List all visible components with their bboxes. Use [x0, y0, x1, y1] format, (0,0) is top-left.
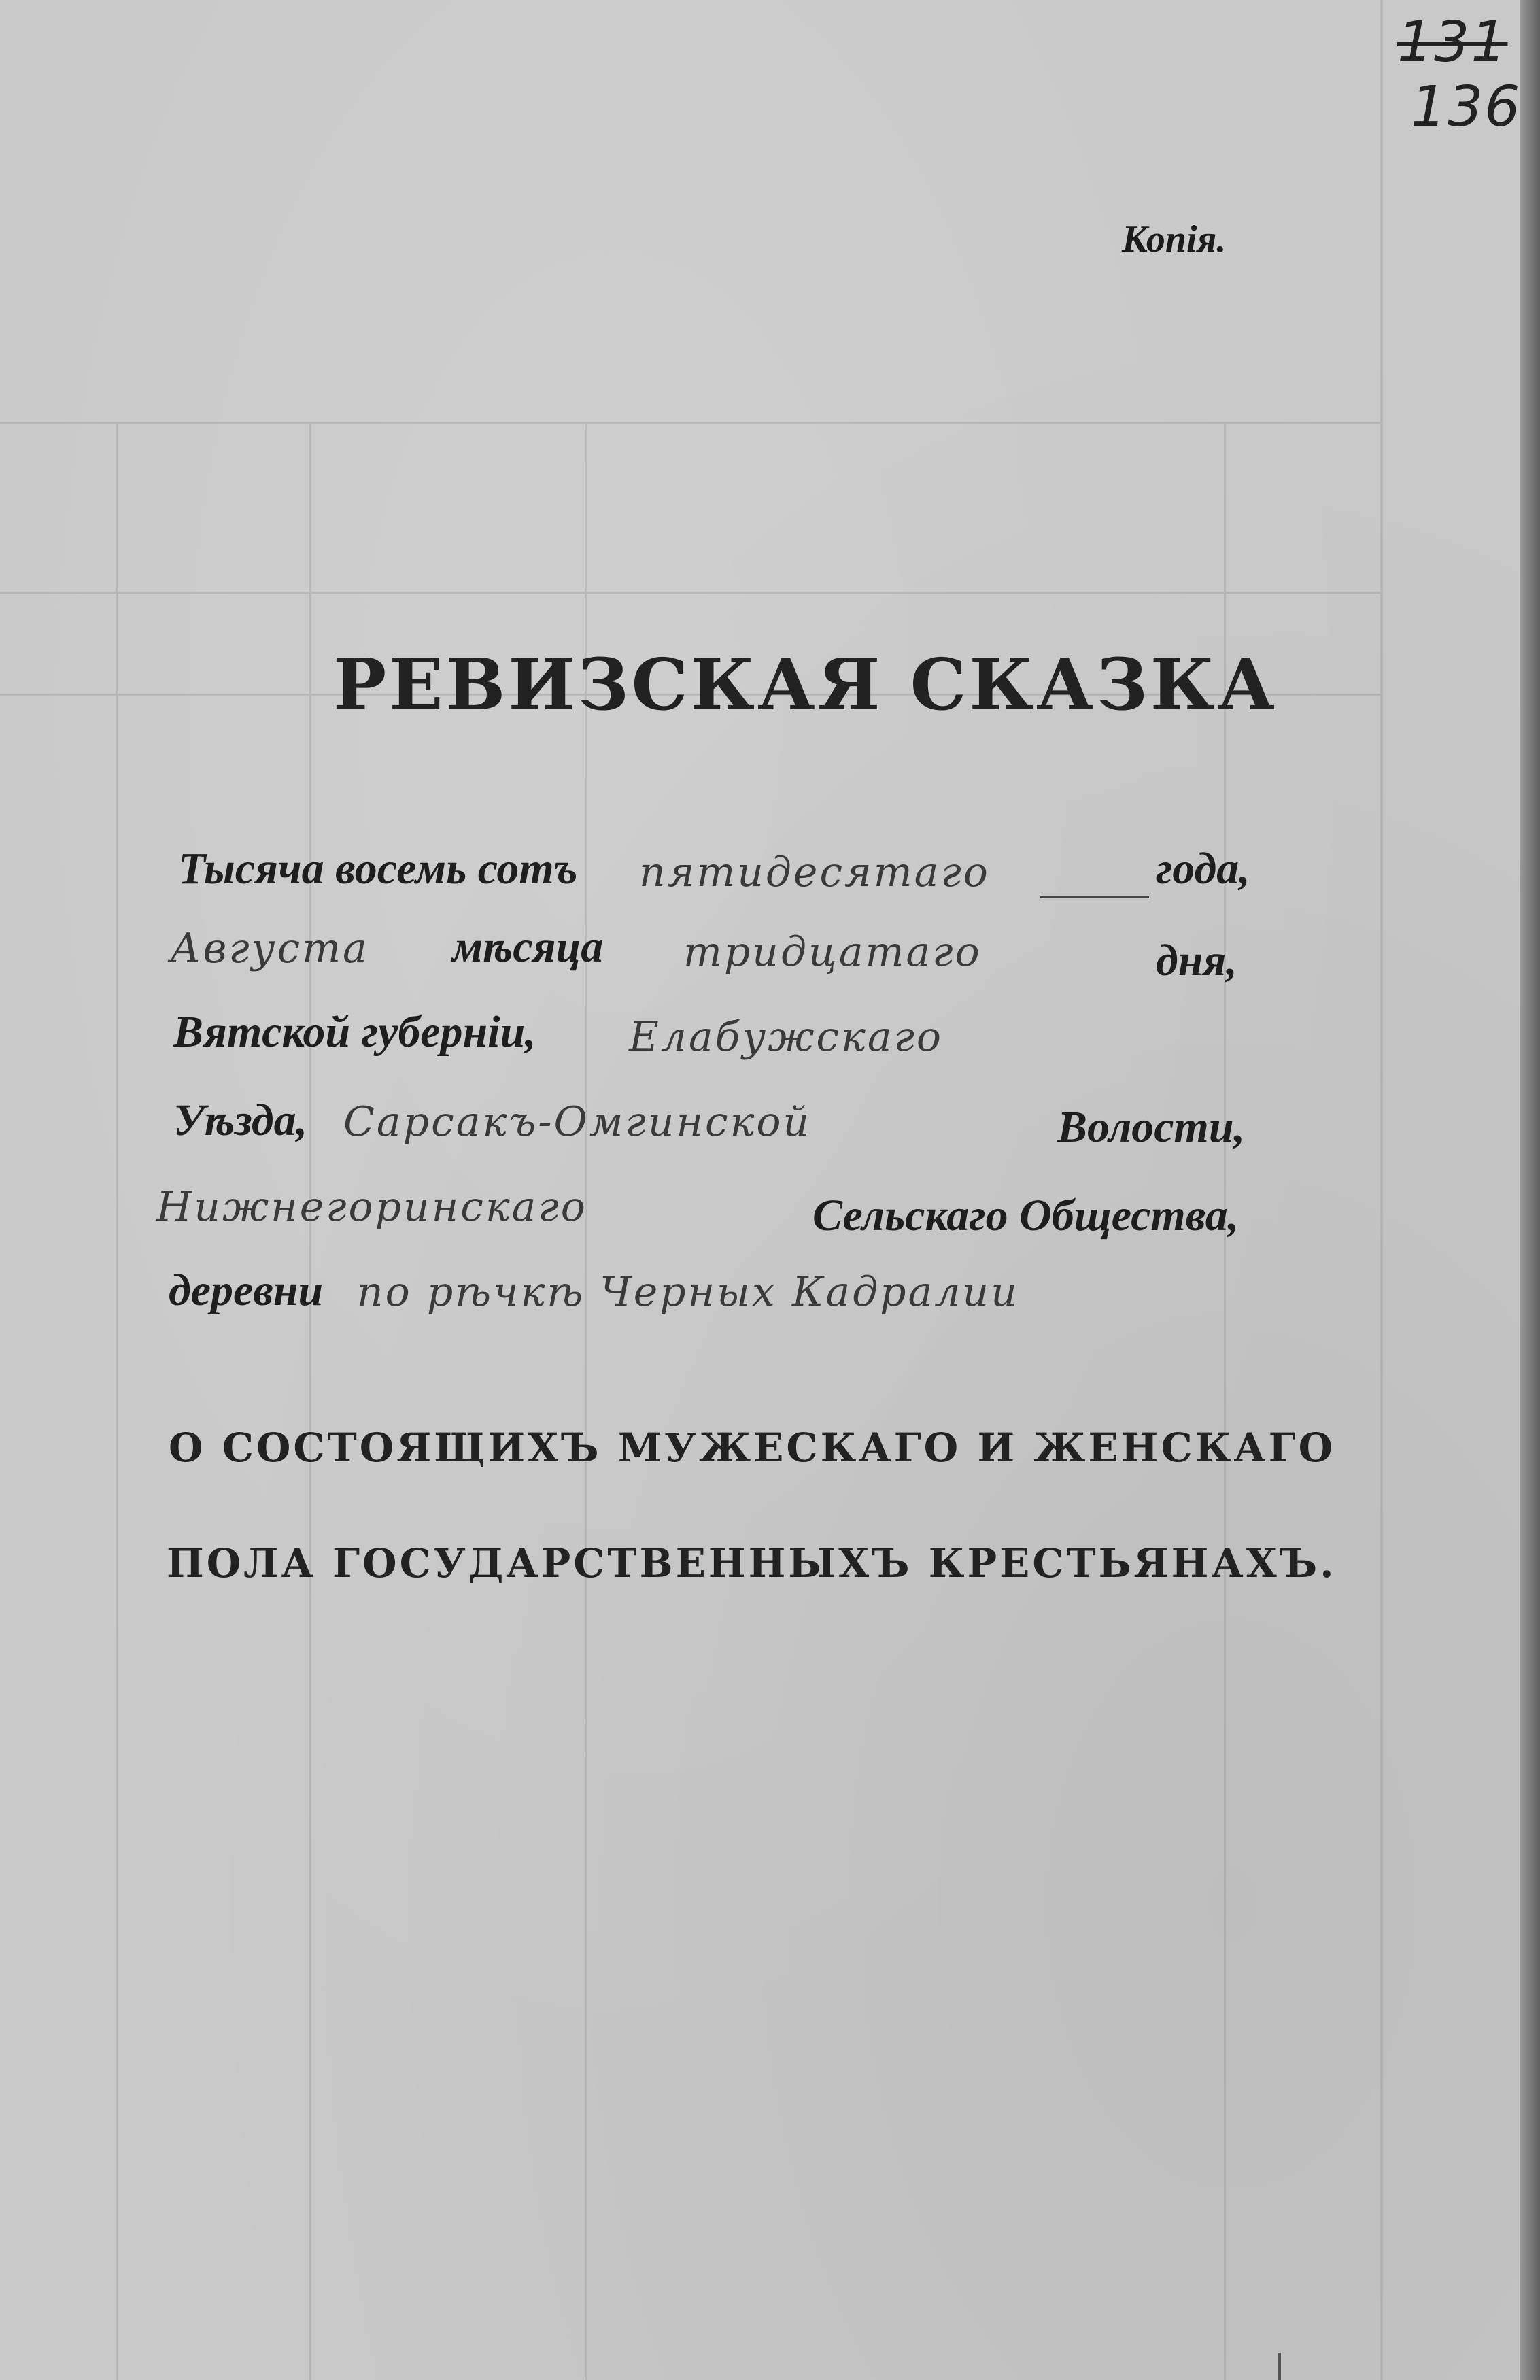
handwritten-district: Елабужскаго [629, 1013, 944, 1061]
printed-district-label: Уѣзда, [173, 1095, 308, 1145]
old-folio-number: 131 [1397, 10, 1508, 75]
page-edge-shadow [1520, 0, 1540, 2380]
copy-label: Копія. [1122, 218, 1227, 260]
handwritten-year: пятидесятаго [639, 849, 990, 896]
folio-number: 136 [1411, 75, 1522, 139]
handwritten-society: Нижнегоринскаго [156, 1183, 587, 1231]
handwritten-volost: Сарсакъ-Омгинской [343, 1098, 812, 1146]
printed-society-label: Сельскаго Общества, [812, 1191, 1239, 1240]
blank-line [1040, 896, 1149, 898]
printed-day-label: дня, [1156, 936, 1237, 985]
subject-line-1: О СОСТОЯЩИХЪ МУЖЕСКАГО И ЖЕНСКАГО [169, 1425, 1336, 1471]
handwritten-village: по рѣчкѣ Черных Кадралии [357, 1268, 1019, 1316]
document-title: РЕВИЗСКАЯ СКАЗКА [333, 643, 1278, 726]
handwritten-day: тридцатаго [683, 928, 982, 976]
printed-month-label: мѣсяца [452, 922, 604, 972]
handwritten-month: Августа [170, 925, 369, 972]
margin-mark [1278, 2353, 1281, 2380]
printed-village-label: деревни [169, 1265, 324, 1315]
subject-line-2: ПОЛА ГОСУДАРСТВЕННЫХЪ КРЕСТЬЯНАХЪ. [167, 1540, 1337, 1586]
printed-year-suffix: года, [1156, 844, 1250, 894]
printed-province: Вятской губерніи, [173, 1007, 536, 1057]
printed-volost-label: Волости, [1057, 1102, 1246, 1152]
printed-year-prefix: Тысяча восемь сотъ [178, 844, 578, 894]
